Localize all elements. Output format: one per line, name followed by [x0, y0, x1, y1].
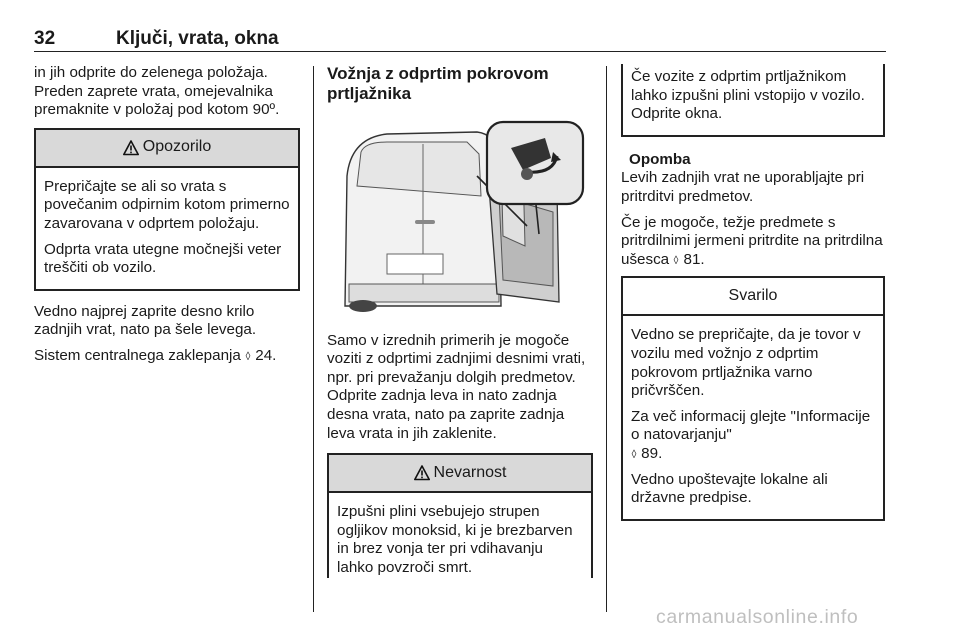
paragraph-close-order: Vedno najprej zaprite desno krilo zadnjih vrat, nato pa šele levega.: [34, 302, 257, 339]
warning-paragraph-2-text: Za več informacij glejte "Informacije o natovarjanju": [631, 407, 871, 444]
note-paragraph-2-text: Če je mogoče, težje predmete s pritrdilnimi jermeni pritrdite na pritrdilna ušesca: [621, 213, 883, 268]
page-number: 32: [34, 28, 56, 49]
warning-paragraph-1: Vedno se prepričajte, da je tovor v vozilu med vožnjo z odprtim pokrovom prtljažnika varno pričvrščen.: [631, 326, 861, 400]
cross-reference-icon: ◊: [673, 252, 679, 267]
warning-triangle-icon: [123, 140, 139, 156]
danger-box: [327, 453, 593, 577]
central-locking-page-ref[interactable]: 24.: [255, 346, 277, 364]
danger-continued-body: [623, 64, 883, 135]
warning-box: [621, 276, 885, 520]
danger-body: [329, 493, 591, 577]
danger-box-continued: [621, 64, 885, 137]
warning-title: Svarilo: [728, 287, 778, 305]
caution-box: [34, 128, 300, 291]
watermark: carmanualsonline.info: [656, 606, 859, 628]
caution-box-header: [36, 130, 298, 168]
warning-paragraph-2: [631, 408, 875, 464]
header-rule: [34, 51, 886, 52]
central-locking-text: Sistem centralnega zaklepanja: [34, 346, 241, 364]
intro-line-1: in jih odprite do zelenega položaja.: [34, 64, 268, 81]
warning-triangle-icon: [414, 465, 430, 481]
column-divider-2: [606, 66, 607, 612]
caution-body: [36, 168, 298, 289]
column-2: [327, 64, 593, 585]
column-1: [34, 64, 300, 373]
note-page-ref[interactable]: 81.: [683, 250, 705, 268]
note-title: Opomba: [629, 150, 691, 168]
chapter-title: Ključi, vrata, okna: [116, 28, 279, 49]
intro-line-2: Preden zaprete vrata, omejevalnika premaknite v položaj pod kotom 90º.: [34, 82, 280, 119]
caution-paragraph-2: Odprta vrata utegne močnejši veter treščiti ob vozilo.: [44, 240, 282, 277]
note-paragraph-2: [621, 214, 885, 270]
cross-reference-icon: ◊: [631, 446, 637, 461]
page-header: [34, 18, 886, 52]
danger-paragraph: Izpušni plini vsebujejo strupen ogljikov monoksid, ki je brezbarven in brez vonja ter pri vdihavanju lahko povzroči smrt.: [337, 503, 573, 576]
warning-paragraph-3: Vedno upoštevajte lokalne ali državne predpise.: [631, 470, 828, 507]
column-divider-1: [313, 66, 314, 612]
warning-page-ref[interactable]: 89.: [641, 444, 663, 462]
danger-box-header: [329, 455, 591, 493]
column-3: [621, 64, 885, 521]
warning-body: [623, 316, 883, 518]
section-body: Samo v izrednih primerih je mogoče voziti z odprtimi zadnjimi desnimi vrati, npr. pri prevažanju dolgih predmetov. Odprite zadnja leva in nato zadnja desna vrata, nato pa zaprite zadnja leva vrata in jih zaklenite.: [327, 331, 586, 442]
danger-continued-paragraph: Če vozite z odprtim prtljažnikom lahko izpušni plini vstopijo v vozilo. Odprite okna.: [631, 68, 865, 123]
cross-reference-icon: ◊: [245, 348, 251, 363]
caution-paragraph-1: Prepričajte se ali so vrata s povečanim odpirnim kotom primerno zavarovana v odprtem položaju.: [44, 177, 290, 232]
paragraph-central-locking: [34, 347, 300, 366]
note-paragraph-1: Levih zadnjih vrat ne uporabljajte pri pritrditvi predmetov.: [621, 169, 865, 205]
section-title: Vožnja z odprtim pokrovom prtljažnika: [327, 64, 549, 103]
warning-box-header: [623, 278, 883, 316]
van-rear-open-door-illustration: [327, 116, 593, 312]
caution-title: Opozorilo: [142, 138, 212, 156]
danger-title: Nevarnost: [433, 463, 507, 481]
